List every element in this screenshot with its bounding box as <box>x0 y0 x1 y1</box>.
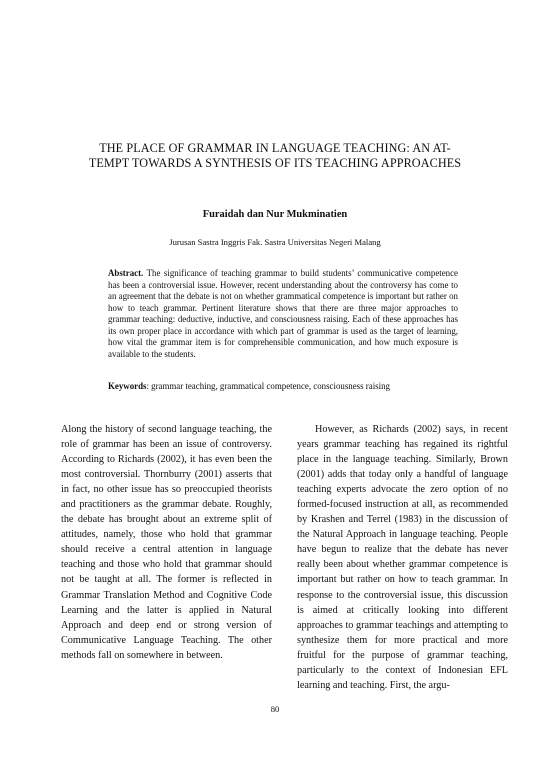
body-paragraph-1: Along the history of second language teaching, the role of grammar has been an issue of controversy. According to Richards (2002), it has even been the most controversial. Thornburry (2001) asserts that in fact, no other issue has so preoccupied theorists and practitioners as the grammar debate. Roughly, the debate has brought about an extreme split of attitudes, namely, those who hold that grammar should receive a central attention in language teaching and those who hold that grammar should not be taught at all. The former is reflected in Grammar Translation Method and Cognitive Code Learning and the latter is applied in Natural Approach and deep end or strong version of Communicative Language Teaching. The other methods fall on somewhere in between. <box>61 424 272 661</box>
page-number: 80 <box>270 704 280 714</box>
title-line-1: THE PLACE OF GRAMMAR IN LANGUAGE TEACHING: AN AT- <box>99 141 451 155</box>
author-affiliation: Jurusan Sastra Inggris Fak. Sastra Universitas Negeri Malang <box>169 237 381 247</box>
body-paragraph-2: However, as Richards (2002) says, in recent years grammar teaching has regained its rightful place in the language teaching. Similarly, Brown (2001) adds that today only a handful of language teaching experts advocate the zero option of no formed-focused instruction at all, as recommended by Krashen and Terrel (1983) in the discussion of the Natural Approach in language teaching. People have begun to realize that the debate has never really been about whether grammar competence is important but rather on how to teach grammar. In response to the controversial issue, this discussion is aimed at critically looking into different approaches to grammar teachings and attempting to synthesize them for more practical and more fruitful for the purpose of grammar teaching, particularly to the context of Indonesian EFL learning and teaching. First, the argu- <box>297 424 508 691</box>
keywords <box>108 381 458 393</box>
abstract <box>108 268 458 360</box>
keywords-text: : grammar teaching, grammatical competence, consciousness raising <box>146 381 390 391</box>
title-line-2: TEMPT TOWARDS A SYNTHESIS OF ITS TEACHING APPROACHES <box>88 156 462 170</box>
paper-title <box>60 141 490 171</box>
body-column-left <box>61 422 272 663</box>
body-column-right <box>297 422 508 693</box>
abstract-label: Abstract. <box>108 268 144 278</box>
author-names: Furaidah dan Nur Mukminatien <box>202 209 348 220</box>
abstract-text: The significance of teaching grammar to build students’ communicative competence has been a controversial issue. However, recent understanding about the controversy has come to an agreement that the debate is not on whether grammatical competence is important but rather on how to teach grammar. Pertinent literature shows that there are three major approaches to grammar teaching: deductive, inductive, and consciousness raising. Each of these approaches has its own proper place in accordance with which part of grammar is used as the target of learning, how vital the grammar item is for comprehensible communication, and how much exposure is available to the students. <box>108 268 458 359</box>
keywords-label: Keywords <box>108 381 147 391</box>
